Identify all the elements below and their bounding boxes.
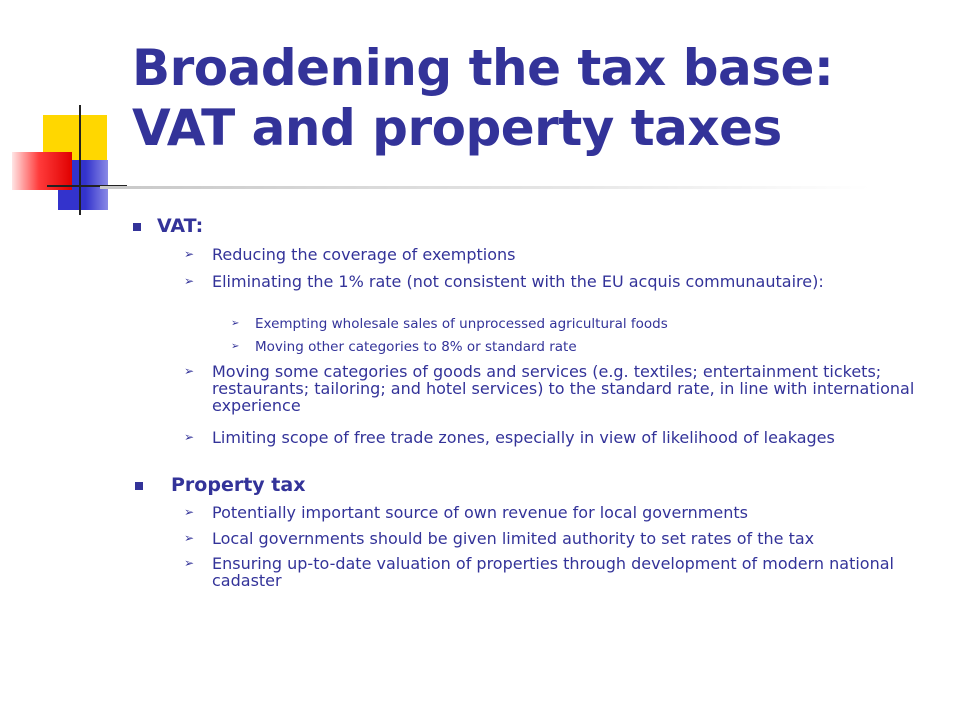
vat-item-3	[184, 362, 932, 415]
slide-title	[132, 38, 932, 158]
property-item-1	[184, 503, 932, 522]
bullet-vat-heading: VAT:	[157, 215, 204, 237]
property-item-2-text: Local governments should be given limited authority to set rates of the tax	[212, 529, 815, 548]
property-item-3-text: Ensuring up-to-date valuation of properties through development of modern national cadaster	[212, 554, 894, 590]
bullet-vat	[157, 215, 203, 237]
title-divider	[100, 186, 870, 189]
vat-subitem-1-text: Exempting wholesale sales of unprocessed agricultural foods	[255, 316, 668, 332]
vat-item-3-text: Moving some categories of goods and services (e.g. textiles; entertainment tickets; restaurants; tailoring; and hotel services) to the standard rate, in line with international experience	[212, 362, 915, 415]
arrowhead-icon: ➢	[231, 341, 240, 352]
vat-item-1	[184, 245, 932, 264]
arrowhead-icon: ➢	[184, 247, 195, 261]
arrowhead-icon: ➢	[184, 531, 195, 545]
arrowhead-icon: ➢	[184, 430, 195, 444]
vat-item-2	[184, 272, 932, 291]
arrowhead-icon: ➢	[231, 318, 240, 329]
vat-item-2-text: Eliminating the 1% rate (not consistent with the EU acquis communautaire):	[212, 272, 824, 291]
arrowhead-icon: ➢	[184, 274, 195, 288]
vat-subitem-1	[231, 316, 915, 332]
property-item-3	[184, 554, 932, 590]
bullet-property-tax	[171, 474, 305, 496]
vat-subitem-2	[231, 339, 915, 355]
arrowhead-icon: ➢	[184, 364, 195, 378]
property-item-1-text: Potentially important source of own revenue for local governments	[212, 503, 748, 522]
slide-title-line1: Broadening the tax base:	[132, 39, 834, 97]
arrowhead-icon: ➢	[184, 556, 195, 570]
arrowhead-icon: ➢	[184, 505, 195, 519]
vat-item-4	[184, 428, 932, 447]
vat-subitem-2-text: Moving other categories to 8% or standard rate	[255, 339, 577, 355]
square-bullet-icon	[133, 223, 141, 231]
vat-item-1-text: Reducing the coverage of exemptions	[212, 245, 516, 264]
logo-vertical-line	[79, 105, 81, 215]
square-bullet-icon	[135, 482, 143, 490]
vat-item-4-text: Limiting scope of free trade zones, especially in view of likelihood of leakages	[212, 428, 835, 447]
slide-title-line2: VAT and property taxes	[132, 99, 782, 157]
property-item-2	[184, 529, 932, 548]
bullet-property-heading: Property tax	[171, 474, 306, 496]
